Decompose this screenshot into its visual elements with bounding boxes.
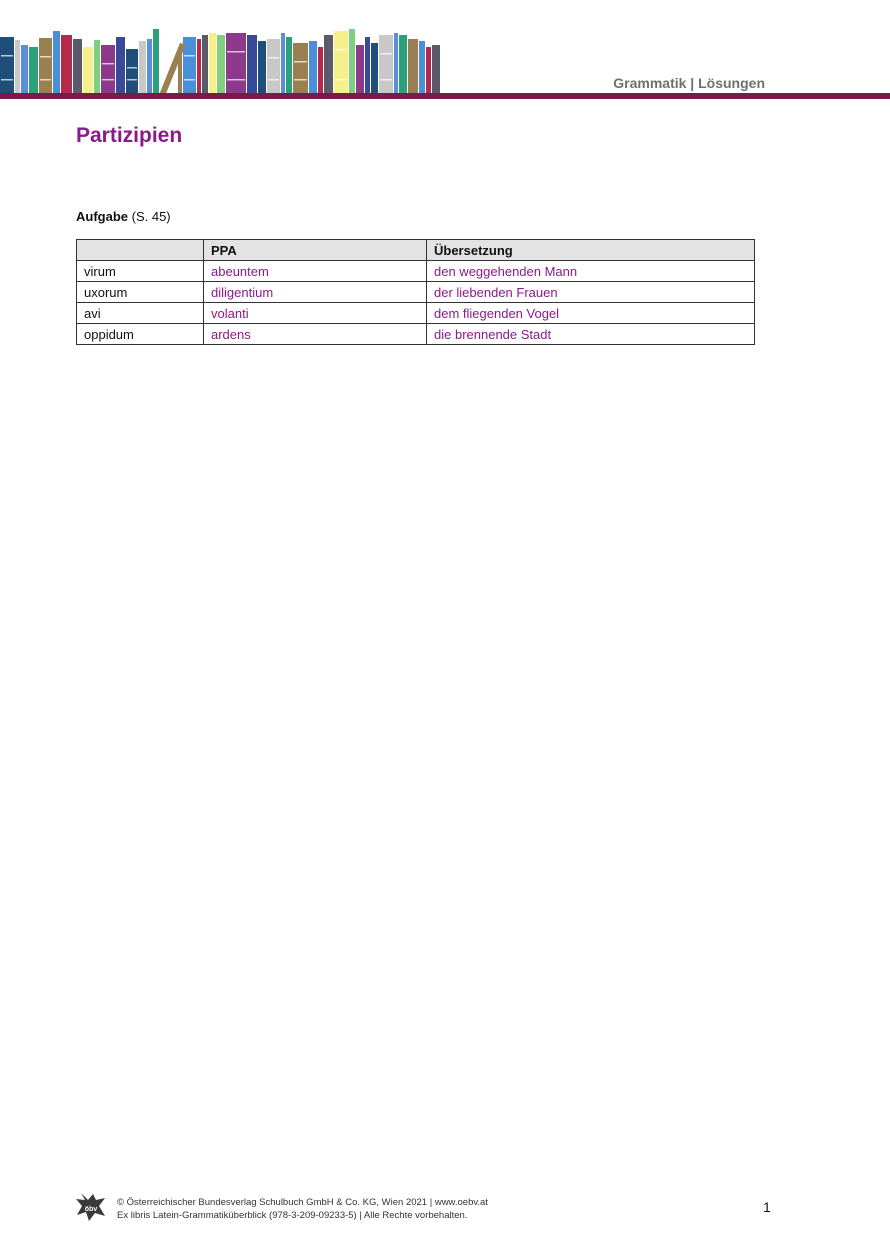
cell-translation: den weggehenden Mann	[427, 261, 755, 282]
table-row	[77, 261, 755, 282]
header-label: Grammatik | Lösungen	[613, 75, 765, 91]
cell-ppa: volanti	[204, 303, 427, 324]
book-spine	[258, 41, 266, 93]
book-spine	[394, 33, 398, 93]
book-spine	[202, 35, 208, 93]
book-spine	[15, 40, 20, 93]
book-spine	[318, 47, 323, 93]
book-stripe	[40, 56, 51, 58]
book-stripe	[102, 79, 114, 81]
book-spine	[116, 37, 125, 93]
cell-word: avi	[77, 303, 204, 324]
book-spine	[21, 45, 28, 93]
book-spine	[371, 43, 378, 93]
cell-ppa: abeuntem	[204, 261, 427, 282]
book-stripe	[184, 55, 195, 57]
book-stripe	[127, 79, 137, 81]
book-stripe	[294, 61, 307, 63]
cell-ppa: ardens	[204, 324, 427, 345]
cell-translation: die brennende Stadt	[427, 324, 755, 345]
logo-text: öbv	[84, 1206, 98, 1213]
book-spine	[83, 47, 93, 93]
book-spine	[419, 41, 425, 93]
book-spine	[73, 39, 82, 93]
table-header-row	[77, 240, 755, 261]
book-spine	[53, 31, 60, 93]
oebv-logo-icon	[76, 1191, 106, 1223]
book-stripe	[380, 79, 392, 81]
book-spine	[379, 35, 393, 93]
table-row	[77, 303, 755, 324]
cell-translation: der liebenden Frauen	[427, 282, 755, 303]
task-heading	[76, 209, 171, 224]
book-stripe	[380, 53, 392, 55]
book-spine	[147, 39, 152, 93]
book-spine	[0, 37, 14, 93]
cell-ppa: diligentium	[204, 282, 427, 303]
page-number: 1	[763, 1199, 771, 1215]
table-row	[77, 282, 755, 303]
page-title: Partizipien	[76, 124, 183, 147]
book-spine	[247, 35, 257, 93]
column-header-ppa: PPA	[204, 240, 427, 261]
book-spine	[94, 40, 100, 93]
table-row	[77, 324, 755, 345]
book-spine	[209, 33, 216, 93]
bookshelf-decoration	[0, 0, 460, 96]
book-stripe	[268, 79, 279, 81]
book-stripe	[127, 67, 137, 69]
cell-word: oppidum	[77, 324, 204, 345]
book-stripe	[227, 79, 245, 81]
book-spine	[365, 37, 370, 93]
book-stripe	[294, 79, 307, 81]
book-spine	[197, 39, 201, 93]
book-spine	[153, 29, 159, 93]
book-spine	[399, 35, 407, 93]
book-spine	[126, 49, 138, 93]
column-header-translation: Übersetzung	[427, 240, 755, 261]
book-spine	[29, 47, 38, 93]
book-spine	[334, 31, 348, 93]
book-spine	[356, 45, 364, 93]
book-spine	[426, 47, 431, 93]
book-stripe	[1, 55, 13, 57]
book-spine	[349, 29, 355, 93]
task-label: Aufgabe	[76, 209, 128, 224]
book-spine	[226, 33, 246, 93]
copyright-notice	[117, 1196, 488, 1222]
copyright-line-2: Ex libris Latein-Grammatiküberblick (978-3-209-09233-5) | Alle Rechte vorbehalten.	[117, 1210, 468, 1221]
book-spine	[101, 45, 115, 93]
book-spine	[286, 37, 292, 93]
book-stripe	[1, 79, 13, 81]
book-stripe	[184, 79, 195, 81]
cell-translation: dem fliegenden Vogel	[427, 303, 755, 324]
book-spine	[281, 33, 285, 93]
task-page-ref: (S. 45)	[131, 209, 171, 224]
cell-word: uxorum	[77, 282, 204, 303]
book-spine	[432, 45, 440, 93]
participle-table	[76, 239, 755, 345]
book-spine	[39, 38, 52, 93]
column-header-word	[77, 240, 204, 261]
book-spine	[309, 41, 317, 93]
book-stripe	[102, 63, 114, 65]
book-spine	[408, 39, 418, 93]
book-spine	[324, 35, 333, 93]
book-spine	[217, 35, 225, 93]
book-spine	[293, 43, 308, 93]
header-rule	[0, 93, 890, 99]
book-stripe	[335, 79, 347, 81]
book-spine	[61, 35, 72, 93]
book-stripe	[40, 79, 51, 81]
book-spine	[139, 41, 146, 93]
book-stripe	[227, 51, 245, 53]
cell-word: virum	[77, 261, 204, 282]
book-stripe	[335, 49, 347, 51]
book-spine	[267, 39, 280, 93]
book-stripe	[268, 57, 279, 59]
copyright-line-1: © Österreichischer Bundesverlag Schulbuch GmbH & Co. KG, Wien 2021 | www.oebv.at	[117, 1197, 488, 1208]
